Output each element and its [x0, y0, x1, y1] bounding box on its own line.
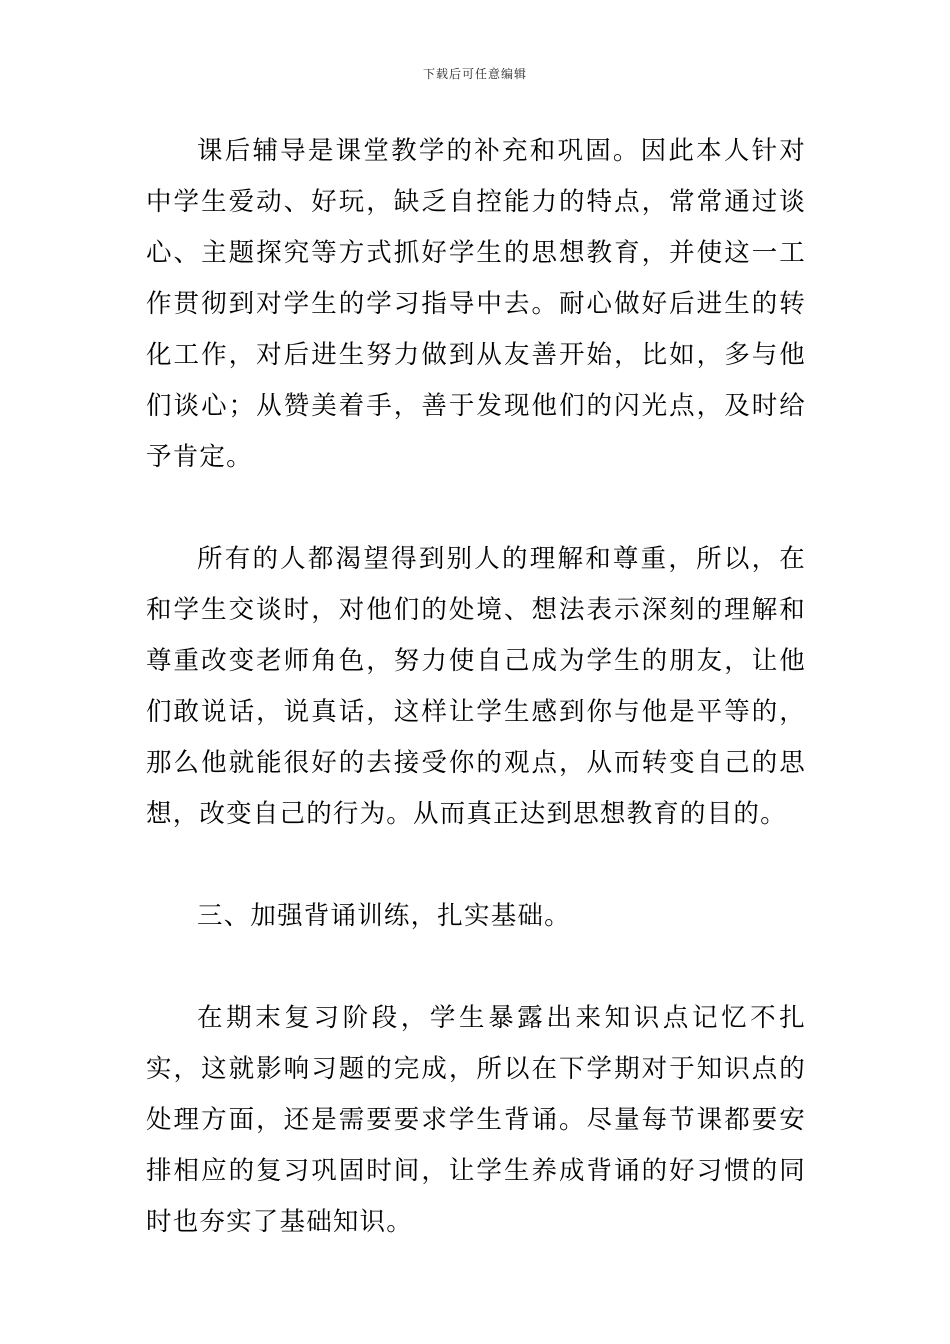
paragraph-spacer — [146, 840, 806, 891]
paragraph-spacer — [146, 483, 806, 534]
document-body — [146, 126, 806, 1248]
header-note: 下载后可任意编辑 — [422, 67, 527, 81]
paragraph-review: 在期末复习阶段，学生暴露出来知识点记忆不扎实，这就影响习题的完成，所以在下学期对于知识点的处理方面，还是需要要求学生背诵。尽量每节课都要安排相应的复习巩固时间，让学生养成背诵的好习惯的同时也夯实了基础知识。 — [146, 1003, 806, 1237]
paragraph-tutoring: 课后辅导是课堂教学的补充和巩固。因此本人针对中学生爱动、好玩，缺乏自控能力的特点，常常通过谈心、主题探究等方式抓好学生的思想教育，并使这一工作贯彻到对学生的学习指导中去。耐心做好后进生的转化工作，对后进生努力做到从友善开始，比如，多与他们谈心；从赞美着手，善于发现他们的闪光点，及时给予肯定。 — [146, 136, 806, 472]
section-heading-recitation: 三、加强背诵训练，扎实基础。 — [197, 901, 571, 931]
paragraph-spacer — [146, 942, 806, 993]
paragraph-respect: 所有的人都渴望得到别人的理解和尊重，所以，在和学生交谈时，对他们的处境、想法表示深刻的理解和尊重改变老师角色，努力使自己成为学生的朋友，让他们敢说话，说真话，这样让学生感到你与他是平等的，那么他就能很好的去接受你的观点，从而转变自己的思想，改变自己的行为。从而真正达到思想教育的目的。 — [146, 544, 806, 829]
